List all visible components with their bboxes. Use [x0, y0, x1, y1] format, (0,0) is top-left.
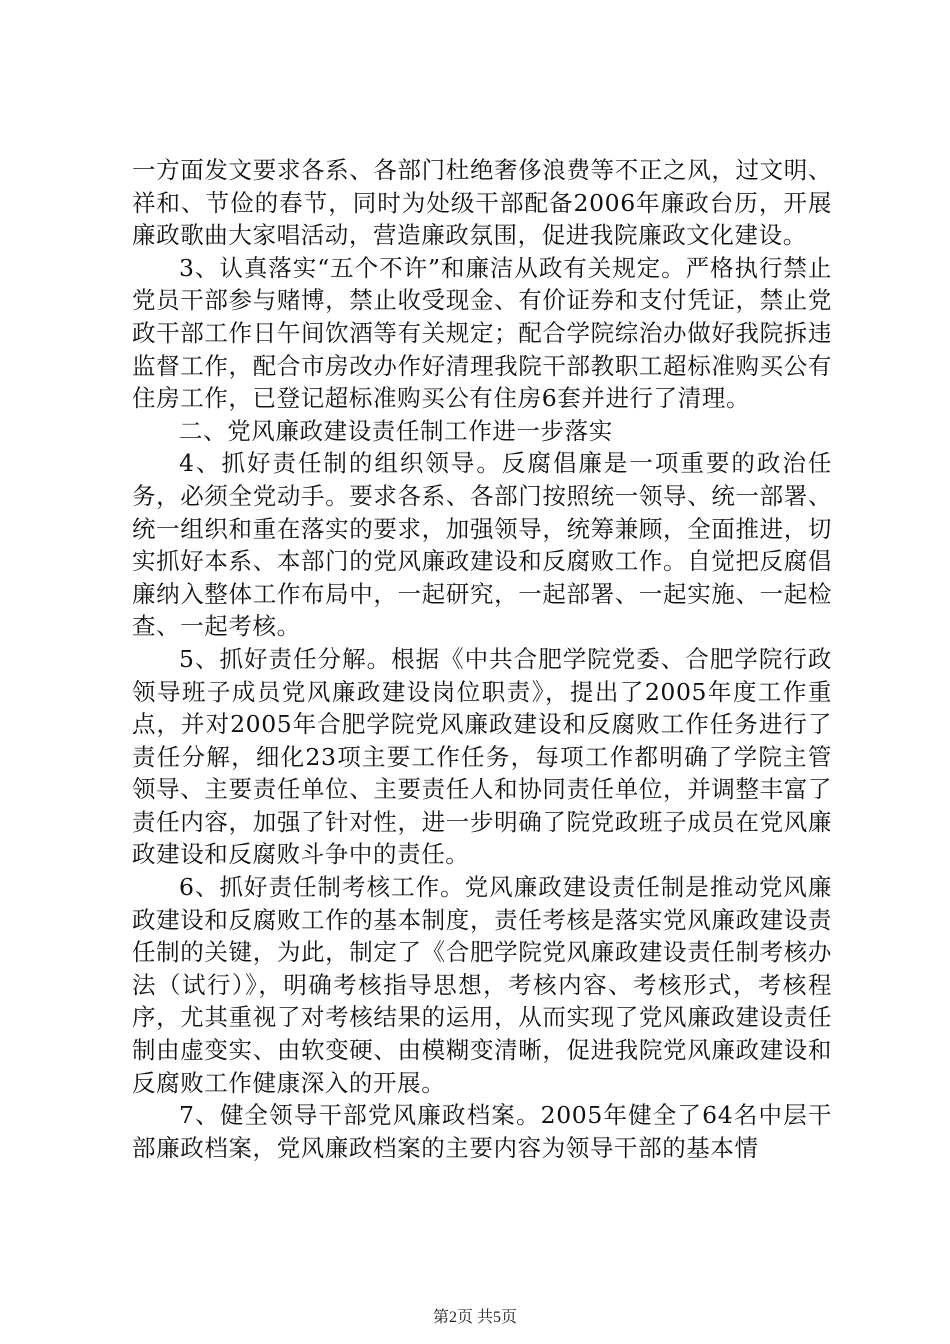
section-heading: 二、党风廉政建设责任制工作进一步落实: [179, 416, 613, 445]
paragraph-item-6: 6、抓好责任制考核工作。党风廉政建设责任制是推动党风廉政建设和反腐败工作的基本制度，责任考核是落实党风廉政建设责任制的关键，为此，制定了《合肥学院党风廉政建设责任制考核办法（试行）》，明确考核指导思想，考核内容、考核形式，考核程序，尤其重视了对考核结果的运用，从而实现了党风廉政建设责任制由虚变实、由软变硬、由模糊变清晰，促进我院党风廉政建设和反腐败工作健康深入的开展。: [132, 873, 832, 1097]
page-number-footer: 第2页 共5页: [432, 1309, 517, 1326]
paragraph-item-7: 7、健全领导干部党风廉政档案。2005年健全了64名中层干部廉政档案，党风廉政档案的主要内容为领导干部的基本情: [132, 1101, 832, 1162]
paragraph-item-3: 3、认真落实“五个不许”和廉洁从政有关规定。严格执行禁止党员干部参与赌博，禁止收受现金、有价证券和支付凭证，禁止党政干部工作日午间饮酒等有关规定；配合学院综治办做好我院拆违监督工作，配合市房改办作好清理我院干部教职工超标准购买公有住房工作，已登记超标准购买公有住房6套并进行了清理。: [132, 253, 832, 413]
paragraph-continued: 一方面发文要求各系、各部门杜绝奢侈浪费等不正之风，过文明、祥和、节俭的春节，同时为处级干部配备2006年廉政台历，开展廉政歌曲大家唱活动，营造廉政氛围，促进我院廉政文化建设。: [132, 156, 832, 250]
paragraph-item-4: 4、抓好责任制的组织领导。反腐倡廉是一项重要的政治任务，必须全党动手。要求各系、各部门按照统一领导、统一部署、统一组织和重在落实的要求，加强领导，统筹兼顾，全面推进，切实抓好本系、本部门的党风廉政建设和反腐败工作。自觉把反腐倡廉纳入整体工作布局中，一起研究，一起部署、一起实施、一起检查、一起考核。: [132, 449, 832, 641]
paragraph-item-5: 5、抓好责任分解。根据《中共合肥学院党委、合肥学院行政领导班子成员党风廉政建设岗位职责》，提出了2005年度工作重点，并对2005年合肥学院党风廉政建设和反腐败工作任务进行了责任分解，细化23项主要工作任务，每项工作都明确了学院主管领导、主要责任单位、主要责任人和协同责任单位，并调整丰富了责任内容，加强了针对性，进一步明确了院党政班子成员在党风廉政建设和反腐败斗争中的责任。: [132, 644, 832, 869]
document-body: [132, 154, 832, 1164]
